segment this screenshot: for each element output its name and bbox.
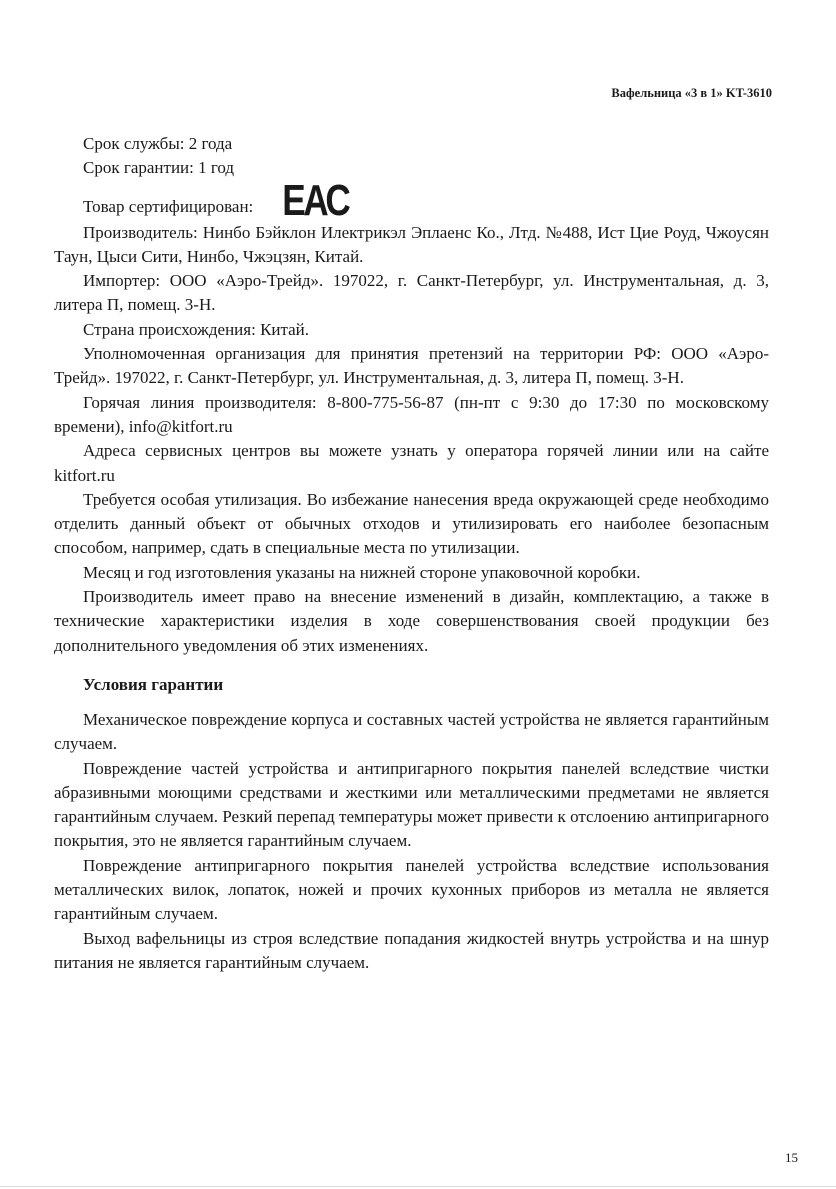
warranty-item: Повреждение частей устройства и антипригарного покрытия панелей вследствие чистки абразивными моющими средствами и жесткими или металлическими предметами не является гарантийным случаем. Резкий перепад температуры может привести к отслоению антипригарного покрытия, это не является гарантийным случаем.	[54, 758, 769, 851]
warranty-item: Механическое повреждение корпуса и составных частей устройства не является гарантийным случаем.	[54, 709, 769, 754]
document-body	[54, 132, 769, 975]
bottom-divider	[0, 1186, 836, 1187]
warranty-heading: Условия гарантии	[83, 674, 224, 694]
hotline-paragraph: Горячая линия производителя: 8-800-775-56-87 (пн-пт с 9:30 до 17:30 по московскому времени), info@kitfort.ru	[54, 392, 769, 436]
disposal-paragraph: Требуется особая утилизация. Во избежание нанесения вреда окружающей среде необходимо отделить данный объект от обычных отходов и утилизировать его наиболее безопасным способом, например, сдать в специальные места по утилизации.	[54, 489, 769, 558]
page-number: 15	[785, 1150, 798, 1165]
manufacturer-paragraph: Производитель: Нинбо Бэйклон Илектрикэл Эплаенс Ко., Лтд. №488, Ист Цие Роуд, Чжоусян Таун, Цыси Сити, Нинбо, Чжэцзян, Китай.	[54, 222, 769, 266]
service-life: Срок службы: 2 года	[83, 134, 233, 153]
authorized-org-paragraph: Уполномоченная организация для принятия претензий на территории РФ: ООО «Аэро-Трейд». 197022, г. Санкт-Петербург, ул. Инструментальная, д. 3, литера П, помещ. 3-Н.	[54, 344, 769, 388]
changes-paragraph: Производитель имеет право на внесение изменений в дизайн, комплектацию, а также в технические характеристики изделия в ходе совершенствования своей продукции без дополнительного уведомления об этих изменениях.	[54, 587, 769, 655]
manufacture-date-paragraph: Месяц и год изготовления указаны на нижней стороне упаковочной коробки.	[83, 562, 641, 582]
warranty-item: Повреждение антипригарного покрытия панелей устройства вследствие использования металлических вилок, лопаток, ножей и прочих кухонных приборов из металла не является гарантийным случаем.	[54, 855, 769, 924]
eac-certification-mark: ЕАС	[282, 175, 349, 225]
running-header: Вафельница «3 в 1» KT-3610	[611, 86, 772, 100]
warranty-item: Выход вафельницы из строя вследствие попадания жидкостей внутрь устройства и на шнур питания не является гарантийным случаем.	[54, 928, 769, 972]
importer-paragraph: Импортер: ООО «Аэро-Трейд». 197022, г. Санкт-Петербург, ул. Инструментальная, д. 3, литера П, помещ. 3-Н.	[54, 271, 769, 315]
origin-paragraph: Страна происхождения: Китай.	[83, 319, 310, 339]
service-centers-paragraph: Адреса сервисных центров вы можете узнать у оператора горячей линии или на сайте kitfort.ru	[54, 441, 769, 485]
certification-line	[54, 175, 769, 225]
certified-label: Товар сертифицирован:	[83, 196, 254, 216]
warranty-period: Срок гарантии: 1 год	[83, 158, 235, 178]
